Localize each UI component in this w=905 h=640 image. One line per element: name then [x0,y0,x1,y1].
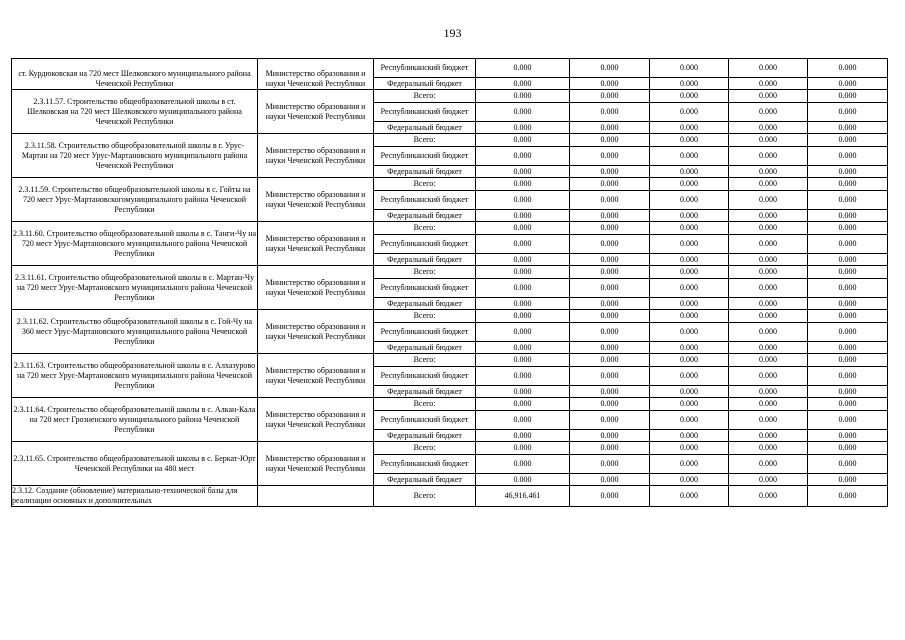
amount-cell: 0.000 [729,59,808,78]
amount-cell: 0.000 [650,210,729,222]
amount-cell: 0.000 [570,298,650,310]
amount-cell: 0.000 [808,235,888,254]
amount-cell: 0.000 [650,342,729,354]
responsible-ministry: Министерство образования и науки Чеченской Республики [258,59,374,90]
amount-cell: 0.000 [729,78,808,90]
amount-cell: 0.000 [729,279,808,298]
amount-cell: 0.000 [729,210,808,222]
amount-cell: 0.000 [476,210,570,222]
table-row [12,398,888,411]
amount-cell: 46,916.461 [476,486,570,507]
amount-cell: 0.000 [570,78,650,90]
amount-cell: 0.000 [570,178,650,191]
funding-source: Федеральный бюджет [374,474,476,486]
amount-cell: 0.000 [570,354,650,367]
funding-source: Республиканский бюджет [374,367,476,386]
amount-cell: 0.000 [729,455,808,474]
amount-cell: 0.000 [729,178,808,191]
funding-source: Всего: [374,354,476,367]
amount-cell: 0.000 [808,386,888,398]
amount-cell: 0.000 [570,266,650,279]
funding-source: Федеральный бюджет [374,122,476,134]
amount-cell: 0.000 [476,147,570,166]
amount-cell: 0.000 [808,398,888,411]
amount-cell: 0.000 [729,310,808,323]
amount-cell: 0.000 [650,166,729,178]
amount-cell: 0.000 [476,166,570,178]
amount-cell: 0.000 [570,210,650,222]
amount-cell: 0.000 [650,310,729,323]
amount-cell: 0.000 [729,235,808,254]
amount-cell: 0.000 [570,279,650,298]
amount-cell: 0.000 [476,298,570,310]
amount-cell: 0.000 [570,166,650,178]
funding-source: Федеральный бюджет [374,78,476,90]
amount-cell: 0.000 [476,279,570,298]
amount-cell: 0.000 [729,166,808,178]
table-row [12,486,888,507]
funding-source: Федеральный бюджет [374,430,476,442]
funding-source: Всего: [374,178,476,191]
amount-cell: 0.000 [808,354,888,367]
amount-cell: 0.000 [729,342,808,354]
responsible-ministry: Министерство образования и науки Чеченской Республики [258,222,374,266]
funding-source: Федеральный бюджет [374,298,476,310]
amount-cell: 0.000 [808,411,888,430]
amount-cell: 0.000 [570,222,650,235]
page-number: 193 [443,26,462,40]
amount-cell: 0.000 [650,254,729,266]
amount-cell: 0.000 [570,103,650,122]
amount-cell: 0.000 [570,134,650,147]
amount-cell: 0.000 [650,486,729,507]
amount-cell: 0.000 [808,323,888,342]
amount-cell: 0.000 [650,178,729,191]
amount-cell: 0.000 [729,222,808,235]
amount-cell: 0.000 [476,398,570,411]
amount-cell: 0.000 [729,398,808,411]
amount-cell: 0.000 [808,474,888,486]
table-row [12,134,888,147]
amount-cell: 0.000 [729,266,808,279]
budget-table [11,58,888,507]
amount-cell: 0.000 [650,323,729,342]
amount-cell: 0.000 [808,486,888,507]
item-description: 2.3.11.63. Строительство общеобразовательной школы в с. Алхазурово на 720 мест Урус-Мартановского муниципального района Чеченской Республики [12,354,258,398]
amount-cell: 0.000 [650,90,729,103]
amount-cell: 0.000 [476,430,570,442]
amount-cell: 0.000 [570,442,650,455]
funding-source: Всего: [374,266,476,279]
amount-cell: 0.000 [476,474,570,486]
funding-source: Республиканский бюджет [374,411,476,430]
amount-cell: 0.000 [650,147,729,166]
amount-cell: 0.000 [570,235,650,254]
amount-cell: 0.000 [650,367,729,386]
amount-cell: 0.000 [570,59,650,78]
item-description: 2.3.11.57. Строительство общеобразовательной школы в ст. Шелковская на 720 мест Шелковского муниципального района Чеченской Республики [12,90,258,134]
table-row [12,310,888,323]
item-description: 2.3.11.58. Строительство общеобразовательной школы в г. Урус-Мартан на 720 мест Урус-Мартановского муниципального района Чеченской Республики [12,134,258,178]
item-description: 2.3.11.59. Строительство общеобразовательной школы в с. Гойты на 720 мест Урус-Мартановскогомуниципального района Чеченской Республики [12,178,258,222]
amount-cell: 0.000 [808,178,888,191]
amount-cell: 0.000 [808,78,888,90]
funding-source: Республиканский бюджет [374,191,476,210]
funding-source: Всего: [374,134,476,147]
amount-cell: 0.000 [570,367,650,386]
amount-cell: 0.000 [570,411,650,430]
amount-cell: 0.000 [650,134,729,147]
funding-source: Республиканский бюджет [374,323,476,342]
funding-source: Всего: [374,90,476,103]
item-description: 2.3.11.65. Строительство общеобразовательной школы в с. Беркат-Юрт Чеченской Республики на 480 мест [12,442,258,486]
amount-cell: 0.000 [808,122,888,134]
amount-cell: 0.000 [570,323,650,342]
amount-cell: 0.000 [808,147,888,166]
responsible-ministry: Министерство образования и науки Чеченской Республики [258,178,374,222]
amount-cell: 0.000 [570,310,650,323]
responsible-ministry: Министерство образования и науки Чеченской Республики [258,354,374,398]
amount-cell: 0.000 [808,430,888,442]
amount-cell: 0.000 [650,235,729,254]
amount-cell: 0.000 [476,122,570,134]
table-row [12,59,888,78]
amount-cell: 0.000 [729,367,808,386]
amount-cell: 0.000 [650,279,729,298]
amount-cell: 0.000 [729,103,808,122]
amount-cell: 0.000 [570,386,650,398]
responsible-ministry: Министерство образования и науки Чеченской Республики [258,398,374,442]
amount-cell: 0.000 [808,59,888,78]
amount-cell: 0.000 [650,59,729,78]
amount-cell: 0.000 [570,398,650,411]
amount-cell: 0.000 [729,134,808,147]
amount-cell: 0.000 [729,90,808,103]
amount-cell: 0.000 [476,134,570,147]
amount-cell: 0.000 [729,486,808,507]
funding-source: Федеральный бюджет [374,166,476,178]
amount-cell: 0.000 [729,442,808,455]
amount-cell: 0.000 [570,455,650,474]
amount-cell: 0.000 [476,342,570,354]
amount-cell: 0.000 [476,323,570,342]
amount-cell: 0.000 [650,103,729,122]
amount-cell: 0.000 [650,78,729,90]
item-description: 2.3.11.64. Строительство общеобразовательной школы в с. Алкан-Кала на 720 мест Грозненского муниципального района Чеченской Республики [12,398,258,442]
amount-cell: 0.000 [808,310,888,323]
responsible-ministry: Министерство образования и науки Чеченской Республики [258,310,374,354]
amount-cell: 0.000 [729,354,808,367]
funding-source: Всего: [374,222,476,235]
amount-cell: 0.000 [476,78,570,90]
amount-cell: 0.000 [570,430,650,442]
responsible-ministry: Министерство образования и науки Чеченской Республики [258,90,374,134]
amount-cell: 0.000 [808,279,888,298]
amount-cell: 0.000 [476,367,570,386]
funding-source: Всего: [374,398,476,411]
responsible-ministry: Министерство образования и науки Чеченской Республики [258,266,374,310]
amount-cell: 0.000 [808,103,888,122]
amount-cell: 0.000 [650,354,729,367]
amount-cell: 0.000 [808,222,888,235]
amount-cell: 0.000 [476,442,570,455]
amount-cell: 0.000 [570,342,650,354]
responsible-ministry [258,486,374,507]
amount-cell: 0.000 [570,254,650,266]
amount-cell: 0.000 [476,222,570,235]
amount-cell: 0.000 [570,122,650,134]
funding-source: Республиканский бюджет [374,59,476,78]
funding-source: Всего: [374,442,476,455]
amount-cell: 0.000 [650,122,729,134]
amount-cell: 0.000 [650,442,729,455]
amount-cell: 0.000 [650,474,729,486]
funding-source: Республиканский бюджет [374,103,476,122]
item-description: 2.3.11.60. Строительство общеобразовательной школы в с. Танги-Чу на 720 мест Урус-Мартановского муниципального района Чеченской Республики [12,222,258,266]
table-row [12,266,888,279]
amount-cell: 0.000 [729,430,808,442]
funding-source: Республиканский бюджет [374,147,476,166]
amount-cell: 0.000 [476,266,570,279]
funding-source: Республиканский бюджет [374,279,476,298]
amount-cell: 0.000 [808,254,888,266]
amount-cell: 0.000 [476,103,570,122]
amount-cell: 0.000 [729,386,808,398]
amount-cell: 0.000 [476,191,570,210]
amount-cell: 0.000 [808,210,888,222]
amount-cell: 0.000 [808,90,888,103]
amount-cell: 0.000 [570,191,650,210]
amount-cell: 0.000 [729,122,808,134]
amount-cell: 0.000 [729,474,808,486]
amount-cell: 0.000 [650,386,729,398]
amount-cell: 0.000 [729,254,808,266]
amount-cell: 0.000 [808,266,888,279]
funding-source: Федеральный бюджет [374,210,476,222]
funding-source: Федеральный бюджет [374,254,476,266]
amount-cell: 0.000 [570,474,650,486]
amount-cell: 0.000 [729,411,808,430]
amount-cell: 0.000 [476,386,570,398]
amount-cell: 0.000 [808,298,888,310]
funding-source: Республиканский бюджет [374,455,476,474]
amount-cell: 0.000 [808,442,888,455]
amount-cell: 0.000 [650,266,729,279]
funding-source: Федеральный бюджет [374,386,476,398]
table-row [12,178,888,191]
table-row [12,354,888,367]
funding-source: Федеральный бюджет [374,342,476,354]
amount-cell: 0.000 [476,254,570,266]
amount-cell: 0.000 [808,342,888,354]
amount-cell: 0.000 [650,455,729,474]
amount-cell: 0.000 [729,147,808,166]
amount-cell: 0.000 [729,323,808,342]
item-description: 2.3.11.61. Строительство общеобразовательной школы в с. Мартан-Чу на 720 мест Урус-Мартановского муниципального района Чеченской Республики [12,266,258,310]
amount-cell: 0.000 [570,147,650,166]
amount-cell: 0.000 [808,166,888,178]
amount-cell: 0.000 [476,90,570,103]
amount-cell: 0.000 [570,486,650,507]
funding-source: Всего: [374,310,476,323]
amount-cell: 0.000 [808,191,888,210]
amount-cell: 0.000 [476,411,570,430]
amount-cell: 0.000 [650,398,729,411]
amount-cell: 0.000 [808,455,888,474]
amount-cell: 0.000 [476,455,570,474]
amount-cell: 0.000 [650,191,729,210]
amount-cell: 0.000 [808,367,888,386]
responsible-ministry: Министерство образования и науки Чеченской Республики [258,134,374,178]
amount-cell: 0.000 [476,235,570,254]
amount-cell: 0.000 [650,298,729,310]
amount-cell: 0.000 [650,411,729,430]
table-row [12,90,888,103]
table-row [12,442,888,455]
funding-source: Республиканский бюджет [374,235,476,254]
responsible-ministry: Министерство образования и науки Чеченской Республики [258,442,374,486]
amount-cell: 0.000 [650,222,729,235]
amount-cell: 0.000 [570,90,650,103]
amount-cell: 0.000 [476,354,570,367]
item-description: ст. Курдюковская на 720 мест Шелковского муниципального района Чеченской Республики [12,59,258,90]
funding-source: Всего: [374,486,476,507]
table-row [12,222,888,235]
amount-cell: 0.000 [808,134,888,147]
item-description: 2.3.11.62. Строительство общеобразовательной школы в с. Гой-Чу на 360 мест Урус-Мартановского муниципального района Чеченской Республики [12,310,258,354]
amount-cell: 0.000 [729,191,808,210]
amount-cell: 0.000 [476,178,570,191]
amount-cell: 0.000 [476,59,570,78]
amount-cell: 0.000 [729,298,808,310]
amount-cell: 0.000 [650,430,729,442]
amount-cell: 0.000 [476,310,570,323]
item-description: 2.3.12. Создание (обновление) материально-технической базы для реализации основных и дополнительных [12,486,258,507]
